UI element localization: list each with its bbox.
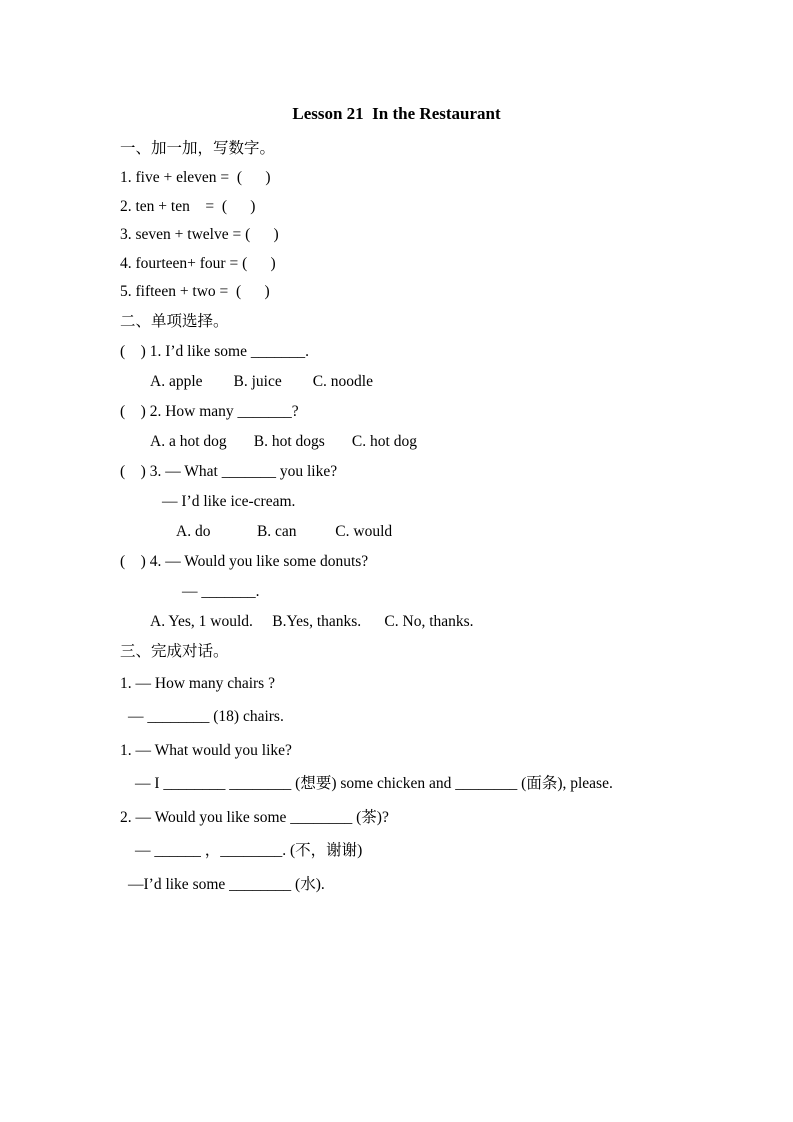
- worksheet-line: 3. seven + twelve = ( ): [120, 226, 279, 243]
- worksheet-line: 1. five + eleven = ( ): [120, 169, 271, 186]
- worksheet-line: ( ) 2. How many _______?: [120, 402, 299, 420]
- section-addition: [120, 134, 713, 307]
- worksheet-line: ( ) 4. — Would you like some donuts?: [120, 552, 369, 570]
- choice-options: A. apple B. juice C. noodle: [150, 372, 373, 390]
- worksheet-line: 4. fourteen+ four = ( ): [120, 254, 276, 272]
- worksheet-content: [120, 134, 713, 901]
- worksheet-line: 2. ten + ten = ( ): [120, 197, 256, 215]
- worksheet-line: ( ) 1. I’d like some _______.: [120, 342, 309, 360]
- worksheet-line: — _______.: [182, 582, 260, 600]
- worksheet-line: — I ________ ________ (想要) some chicken and ________ (面条), please.: [135, 775, 613, 792]
- choice-options: A. Yes, 1 would. B.Yes, thanks. C. No, thanks.: [150, 612, 474, 630]
- worksheet-line: 2. — Would you like some ________ (茶)?: [120, 808, 389, 826]
- worksheet-line: 1. — How many chairs ?: [120, 674, 275, 692]
- choice-options: A. do B. can C. would: [176, 522, 393, 540]
- worksheet-line: — ________ (18) chairs.: [128, 708, 284, 725]
- section-heading: 三、完成对话。: [120, 642, 229, 660]
- section-multiple-choice: [120, 307, 713, 637]
- worksheet-line: —I’d like some ________ (水).: [128, 875, 325, 893]
- section-heading: 一、加一加，写数字。: [120, 140, 276, 157]
- worksheet-line: 5. fifteen + two = ( ): [120, 283, 270, 300]
- worksheet-title: Lesson 21 In the Restaurant: [292, 104, 501, 123]
- worksheet-line: — I’d like ice-cream.: [162, 492, 296, 510]
- choice-options: A. a hot dog B. hot dogs C. hot dog: [150, 432, 417, 450]
- worksheet-line: ( ) 3. — What _______ you like?: [120, 462, 338, 480]
- worksheet-line: 1. — What would you like?: [120, 741, 292, 759]
- section-complete-dialogue: [120, 637, 713, 902]
- section-heading: 二、单项选择。: [120, 312, 229, 330]
- worksheet-line: — ______ ，________. (不，谢谢): [135, 842, 363, 859]
